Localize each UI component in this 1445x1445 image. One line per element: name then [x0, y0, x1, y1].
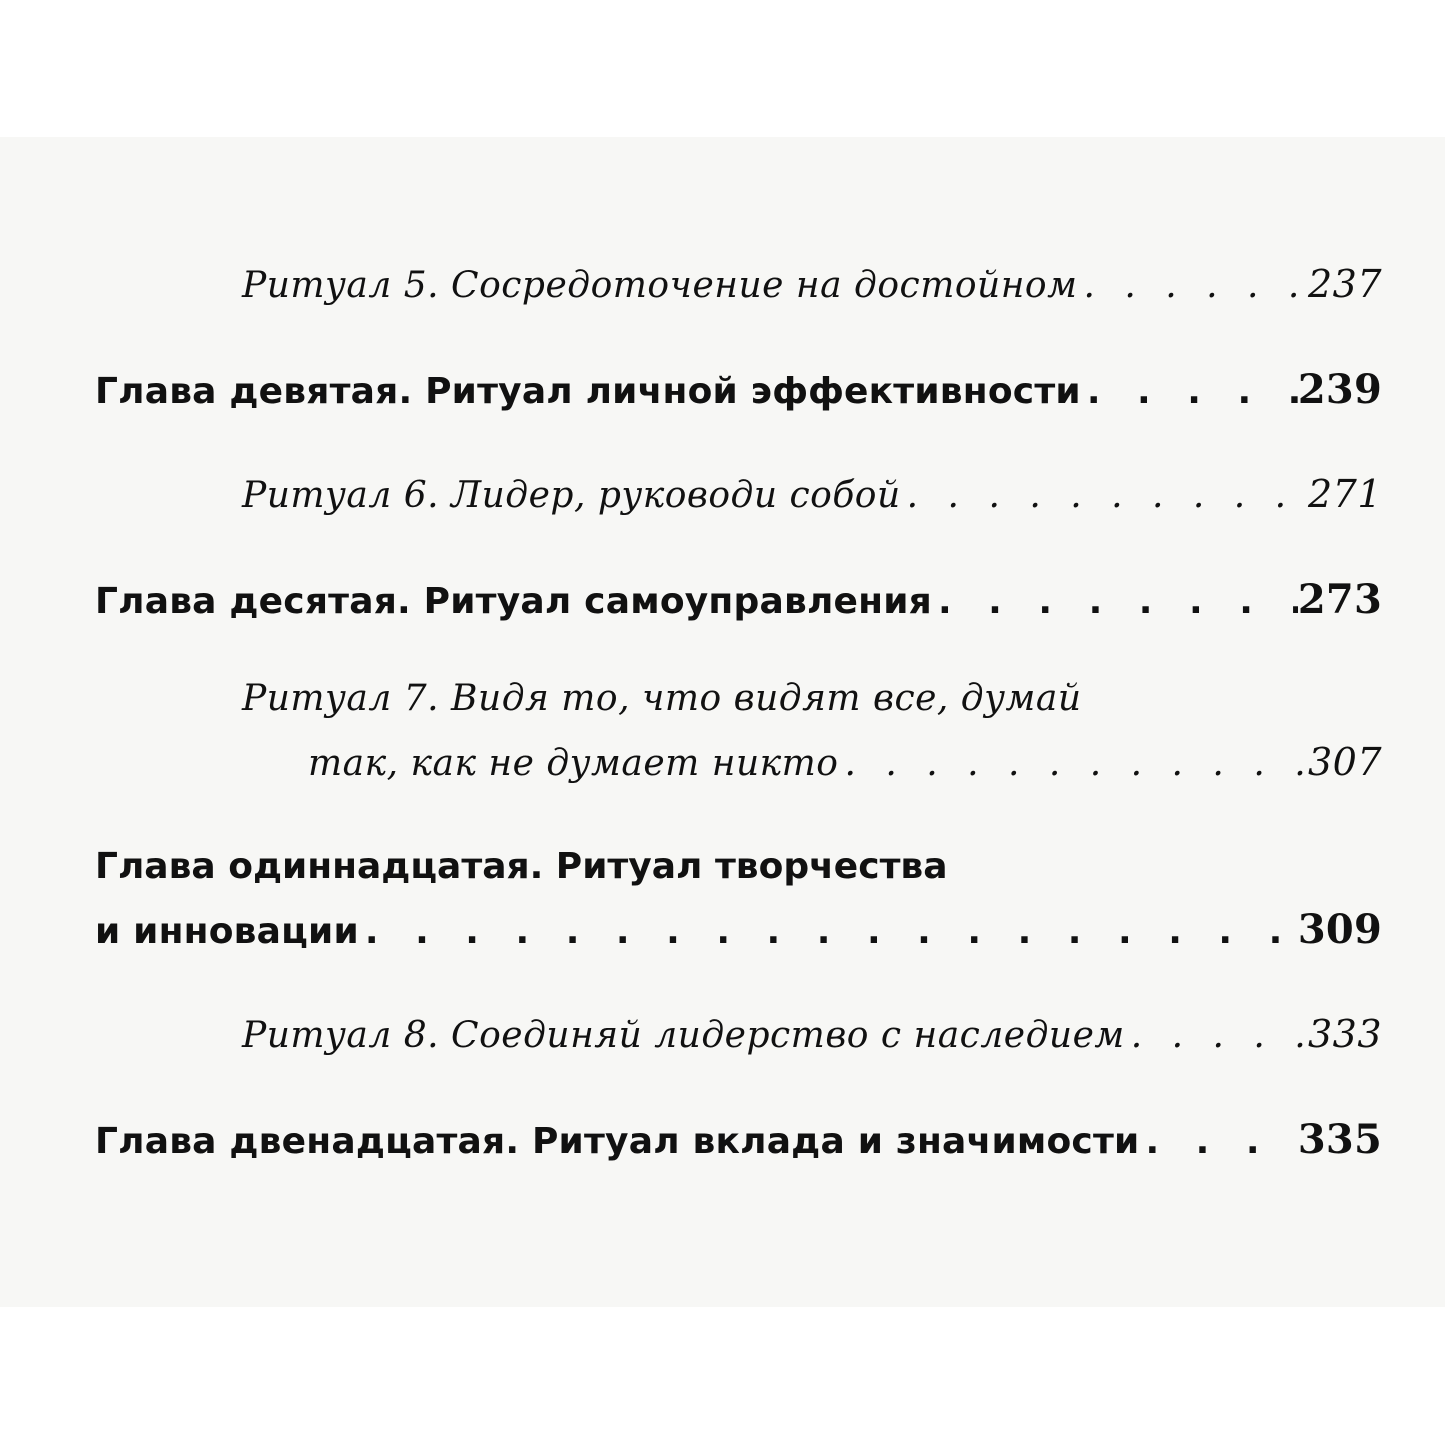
toc-page-number: 309: [1297, 906, 1382, 953]
toc-page-number: 237: [1307, 262, 1382, 306]
toc-page-number: 307: [1307, 740, 1382, 784]
toc-page-number: 239: [1297, 366, 1382, 413]
toc-page-number: 333: [1307, 1012, 1382, 1056]
toc-entry-ritual-7-line1: Ритуал 7. Видя то, что видят все, думай: [242, 678, 1082, 719]
toc-entry-title: Глава девятая. Ритуал личной эффективности: [95, 371, 1081, 412]
dot-leader: [1081, 371, 1298, 412]
dot-leader: [1139, 1121, 1297, 1162]
toc-entry-title: Ритуал 8. Соединяй лидерство с наследием: [242, 1015, 1125, 1056]
toc-entry-chapter-11-line1: Глава одиннадцатая. Ритуал творчества: [95, 846, 948, 887]
toc-entry-ritual-8: [242, 1012, 1382, 1056]
toc-entry-chapter-12: [95, 1116, 1382, 1163]
dot-leader: [901, 475, 1308, 516]
dot-leader: [359, 911, 1298, 952]
toc-entry-title: Глава десятая. Ритуал самоуправления: [95, 581, 932, 622]
toc-page-number: 273: [1297, 576, 1382, 623]
toc-entry-ritual-6: [242, 472, 1382, 516]
toc-entry-title: Ритуал 6. Лидер, руководи собой: [242, 475, 901, 516]
toc-entry-title: Глава двенадцатая. Ритуал вклада и значимости: [95, 1121, 1140, 1162]
toc-entry-chapter-11: [95, 906, 1382, 953]
dot-leader: [838, 743, 1308, 784]
toc-entry-title: так, как не думает никто: [308, 743, 839, 784]
dot-leader: [1077, 265, 1308, 306]
toc-entry-ritual-5: [242, 262, 1382, 306]
toc-page-number: 271: [1307, 472, 1382, 516]
toc-page-number: 335: [1297, 1116, 1382, 1163]
dot-leader: [1125, 1015, 1308, 1056]
toc-entry-title: и инновации: [95, 911, 359, 952]
dot-leader: [932, 581, 1298, 622]
toc-entry-title: Ритуал 5. Сосредоточение на достойном: [242, 265, 1078, 306]
toc-entry-chapter-9: [95, 366, 1382, 413]
toc-entry-ritual-7: [308, 740, 1382, 784]
toc-entry-chapter-10: [95, 576, 1382, 623]
